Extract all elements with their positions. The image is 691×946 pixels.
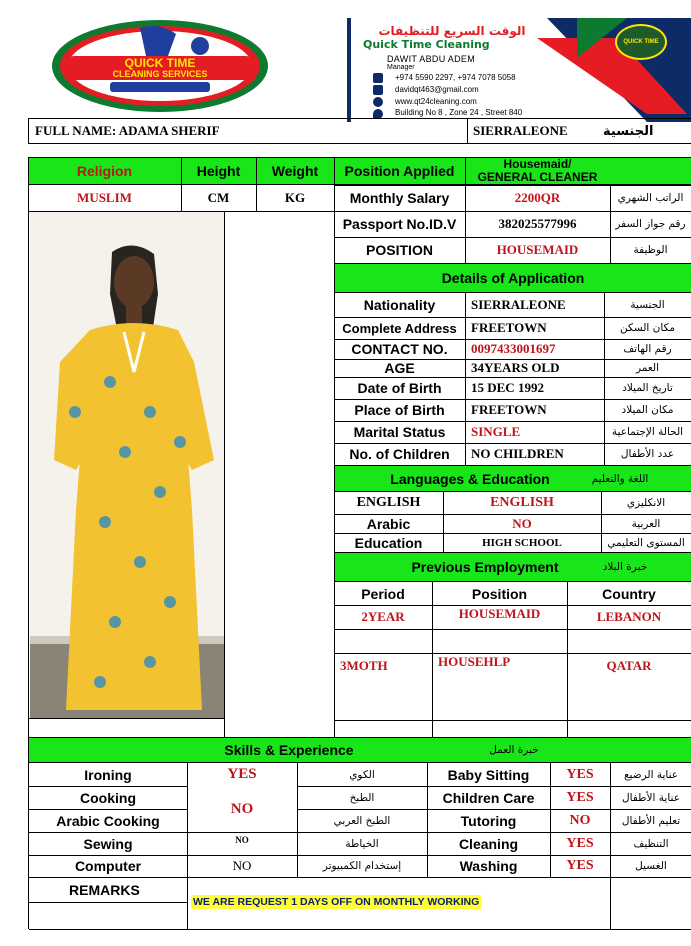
detail-label-children: No. of Children [349,446,450,462]
passport-ar: رقم جواز السفر [615,218,686,230]
full-name: FULL NAME: ADAMA SHERIF [35,123,220,138]
employment-position-1: HOUSEMAID [458,606,541,621]
header [0,0,691,122]
employment-title-ar: خبرة البلاد [602,561,648,573]
position-applied-header: Position Applied [344,163,455,179]
detail-label-pob: Place of Birth [354,402,445,418]
phone-icon [373,73,383,83]
skill-ar-cooking: الطبخ [349,791,375,804]
position-applied-value [465,157,610,185]
skill-label-arabic-cooking: Arabic Cooking [56,812,160,829]
name-row [28,118,691,144]
detail-ar-children: عدد الأطفال [620,448,675,460]
candidate-photo-illustration [30,212,224,718]
height-value: CM [207,190,230,205]
detail-ar-nationality: الجنسية [630,299,665,311]
weight-value: KG [284,190,306,205]
languages-title-ar: اللغة والتعليم [591,472,649,485]
monthly-salary-ar: الراتب الشهري [617,192,684,204]
languages-title-bar [334,465,691,492]
languages-table [334,492,691,552]
employment-header-period: Period [361,585,405,602]
details-title: Details of Application [334,263,691,293]
remarks-text: WE ARE REQUEST 1 DAYS OFF ON MONTHLY WORKING [193,896,480,908]
languages-title: Languages & Education [390,470,550,487]
lang-value-arabic: NO [512,515,532,531]
email-icon [373,85,383,95]
detail-ar-dob: تاريخ الميلاد [622,382,673,394]
skill-label-baby-sitting: Baby Sitting [447,766,530,783]
skill-value-cooking-group: NO [230,800,254,817]
skill-label-cleaning: Cleaning [458,835,519,852]
lang-value-education: HIGH SCHOOL [482,536,562,549]
name-row-nationality: SIERRALEONE [473,123,568,138]
contact-website: www.qt24cleaning.com [395,97,477,106]
passport-value: 382025577996 [498,216,577,231]
skill-label-ironing: Ironing [84,766,132,783]
weight-header: Weight [271,163,319,179]
badge-text: QUICK TIME [623,39,659,45]
detail-ar-marital: الحالة الإجتماعية [611,426,684,438]
position-label: POSITION [366,242,433,258]
name-row-nationality-ar: الجنسية [603,123,654,139]
contact-phone: +974 5590 2297, +974 7078 5058 [395,73,516,82]
lang-ar-education: المستوى التعليمي [607,536,685,549]
lang-ar-arabic: العربية [631,517,661,530]
detail-label-nationality: Nationality [363,297,436,313]
contact-email: davidqt463@gmail.com [395,85,479,94]
detail-value-pob: FREETOWN [471,402,547,417]
detail-value-marital: SINGLE [471,424,521,439]
candidate-photo [30,212,224,718]
detail-label-address: Complete Address [342,320,457,336]
logo-text-line2: CLEANING SERVICES [112,69,208,79]
skills-table [28,763,691,877]
detail-ar-age: العمر [635,362,660,374]
skill-ar-children-care: عناية الأطفال [622,791,680,804]
skill-ar-ironing: الكوي [349,768,375,781]
skill-ar-washing: الغسيل [635,860,667,872]
skills-title: Skills & Experience [224,742,354,758]
skill-label-sewing: Sewing [83,835,133,852]
skill-value-sewing: NO [235,834,249,845]
skill-label-children-care: Children Care [442,789,535,806]
lang-label-arabic: Arabic [366,515,411,532]
skills-title-ar: خبرة العمل [489,744,539,756]
detail-value-nationality: SIERRALEONE [471,297,566,312]
remarks-section [28,877,691,929]
company-badge [615,24,667,60]
logo-text-line1: QUICK TIME [124,55,196,70]
detail-label-age: AGE [384,360,415,376]
right-fields [334,185,691,263]
employment-title: Previous Employment [411,559,559,575]
employment-title-bar [334,552,691,582]
employment-period-1: 2YEAR [361,609,405,624]
employment-table [334,582,691,737]
monthly-salary-label: Monthly Salary [349,190,450,206]
skill-value-computer: NO [232,858,252,873]
detail-ar-pob: مكان الميلاد [621,404,674,416]
skill-ar-cleaning: التنظيف [633,837,669,850]
skill-label-cooking: Cooking [80,789,136,806]
lang-value-english: ENGLISH [490,495,554,510]
remarks-label: REMARKS [69,882,140,898]
skill-ar-baby-sitting: عناية الرضيع [623,768,679,781]
skill-value-children-care: YES [566,789,594,805]
detail-value-contact: 0097433001697 [471,341,556,356]
employment-period-2: 3MOTH [340,658,388,673]
globe-icon [373,97,383,107]
employment-country-1: LEBANON [596,609,662,624]
skill-label-tutoring: Tutoring [460,812,517,829]
lang-label-english: ENGLISH [356,495,421,510]
skill-ar-computer: إستخدام الكمبيوتر [322,860,402,872]
lang-label-education: Education [354,534,423,551]
position-ar: الوظيفة [633,244,668,256]
height-header: Height [196,163,241,179]
manager-title: Manager [387,64,415,71]
skill-ar-sewing: الخياطة [345,837,379,850]
business-card [347,18,691,122]
details-table [334,293,691,465]
contact-address: Building No 8 , Zone 24 , Street 840 [395,108,523,117]
skills-title-bar [28,737,691,763]
skill-label-washing: Washing [459,858,518,874]
detail-value-dob: 15 DEC 1992 [471,380,544,395]
position-value-line1: Housemaid/ [503,157,572,171]
skill-label-computer: Computer [74,858,142,874]
detail-ar-address: مكان السكن [620,322,675,334]
skill-value-tutoring: NO [569,812,591,828]
detail-label-contact: CONTACT NO. [351,341,448,357]
religion-header: Religion [76,163,133,179]
skill-value-ironing: YES [227,766,257,782]
company-name-en: Quick Time Cleaning [363,38,490,51]
employment-header-position: Position [471,585,528,602]
skill-value-baby-sitting: YES [566,766,594,782]
detail-value-address: FREETOWN [471,320,547,335]
detail-value-age: 34YEARS OLD [471,360,560,375]
employment-header-country: Country [602,585,656,602]
company-name-ar: الوقت السريع للتنظيفات [378,24,526,38]
position-value-line2: GENERAL CLEANER [477,170,598,184]
manager-name: DAWIT ABDU ADEM [387,54,476,64]
employment-position-2: HOUSEHLP [438,654,511,669]
monthly-salary-value: 2200QR [514,190,561,205]
lang-ar-english: الانكليزي [626,497,666,509]
detail-ar-contact: رقم الهاتف [623,343,672,355]
passport-label: Passport No.ID.V [342,216,457,232]
position-value: HOUSEMAID [496,242,579,257]
employment-country-2: QATAR [606,658,652,673]
skill-ar-arabic-cooking: الطبخ العربي [333,814,391,827]
skill-value-washing: YES [566,858,594,873]
religion-value: MUSLIM [77,190,132,205]
skill-value-cleaning: YES [566,835,594,851]
detail-label-marital: Marital Status [353,424,446,440]
skill-ar-tutoring: تعليم الأطفال [621,814,681,827]
detail-value-children: NO CHILDREN [471,446,564,461]
detail-label-dob: Date of Birth [357,380,442,396]
company-logo [50,18,270,114]
